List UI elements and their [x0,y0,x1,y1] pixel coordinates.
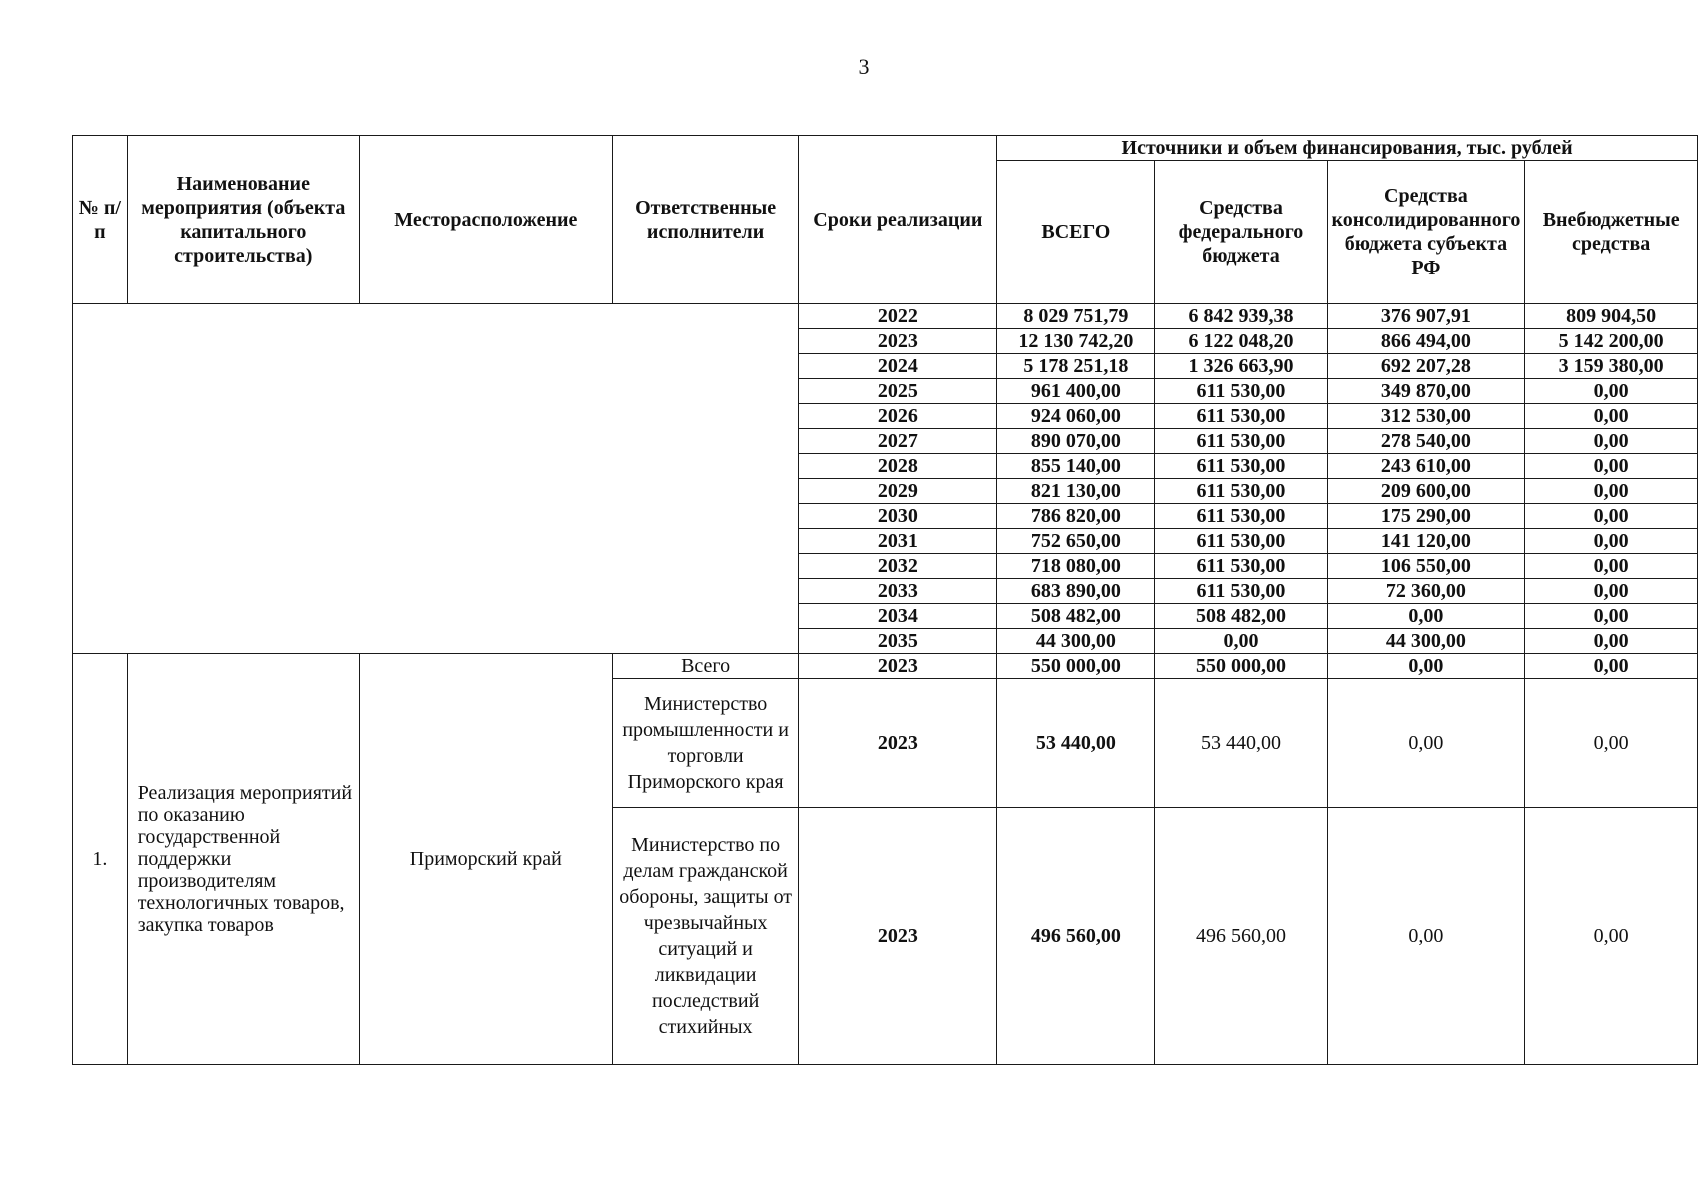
regional-cell: 278 540,00 [1327,429,1525,454]
federal-cell: 611 530,00 [1155,579,1327,604]
header-location: Месторасположение [359,136,612,304]
executor-cell: Министерство по делам гражданской обороны, защиты от чрезвычайных ситуаций и ликвидации последствий стихийных [612,808,799,1065]
total-cell: 44 300,00 [997,629,1155,654]
year-cell: 2023 [799,329,997,354]
year-cell: 2030 [799,504,997,529]
header-terms: Сроки реализации [799,136,997,304]
regional-cell: 376 907,91 [1327,304,1525,329]
federal-cell: 508 482,00 [1155,604,1327,629]
item-name: Реализация мероприятий по оказанию государственной поддержки производителям технологичных товаров, закупка товаров [127,654,359,1065]
year-cell: 2034 [799,604,997,629]
year-cell: 2025 [799,379,997,404]
regional-cell: 209 600,00 [1327,479,1525,504]
regional-cell: 243 610,00 [1327,454,1525,479]
federal-cell: 611 530,00 [1155,379,1327,404]
header-name: Наименование мероприятия (объекта капитального строительства) [127,136,359,304]
executor-cell: Всего [612,654,799,679]
federal-cell: 611 530,00 [1155,479,1327,504]
header-federal: Средства федерального бюджета [1155,161,1327,304]
federal-cell: 611 530,00 [1155,504,1327,529]
regional-cell: 44 300,00 [1327,629,1525,654]
year-cell: 2033 [799,579,997,604]
regional-cell: 692 207,28 [1327,354,1525,379]
extra-cell: 0,00 [1525,679,1698,808]
executor-cell: Министерство промышленности и торговли Приморского края [612,679,799,808]
regional-cell: 0,00 [1327,679,1525,808]
item-section [73,654,1698,1065]
year-cell: 2032 [799,554,997,579]
header-regional: Средства консолидированного бюджета субъекта РФ [1327,161,1525,304]
extra-cell: 0,00 [1525,479,1698,504]
extra-cell: 3 159 380,00 [1525,354,1698,379]
page-number: 3 [858,54,870,79]
regional-cell: 141 120,00 [1327,529,1525,554]
extra-cell: 5 142 200,00 [1525,329,1698,354]
item-location: Приморский край [359,654,612,1065]
total-cell: 924 060,00 [997,404,1155,429]
year-cell: 2028 [799,454,997,479]
regional-cell: 0,00 [1327,604,1525,629]
total-cell: 8 029 751,79 [997,304,1155,329]
federal-cell: 496 560,00 [1155,808,1327,1065]
summary-section [73,304,1698,654]
regional-cell: 312 530,00 [1327,404,1525,429]
regional-cell: 175 290,00 [1327,504,1525,529]
federal-cell: 611 530,00 [1155,429,1327,454]
regional-cell: 0,00 [1327,654,1525,679]
header-num: № п/п [73,136,128,304]
year-cell: 2022 [799,304,997,329]
regional-cell: 106 550,00 [1327,554,1525,579]
total-cell: 718 080,00 [997,554,1155,579]
total-cell: 961 400,00 [997,379,1155,404]
year-cell: 2026 [799,404,997,429]
total-cell: 496 560,00 [997,808,1155,1065]
extra-cell: 0,00 [1525,379,1698,404]
header-funding-group: Источники и объем финансирования, тыс. рублей [997,136,1698,161]
total-cell: 508 482,00 [997,604,1155,629]
federal-cell: 6 122 048,20 [1155,329,1327,354]
header-extrabudget: Внебюджетные средства [1525,161,1698,304]
table-header [73,136,1698,304]
federal-cell: 611 530,00 [1155,529,1327,554]
year-cell: 2029 [799,479,997,504]
extra-cell: 0,00 [1525,529,1698,554]
table-row [73,304,1698,329]
total-cell: 752 650,00 [997,529,1155,554]
federal-cell: 611 530,00 [1155,554,1327,579]
federal-cell: 611 530,00 [1155,404,1327,429]
total-cell: 683 890,00 [997,579,1155,604]
extra-cell: 0,00 [1525,808,1698,1065]
federal-cell: 611 530,00 [1155,454,1327,479]
extra-cell: 0,00 [1525,454,1698,479]
total-cell: 821 130,00 [997,479,1155,504]
total-cell: 53 440,00 [997,679,1155,808]
federal-cell: 1 326 663,90 [1155,354,1327,379]
extra-cell: 0,00 [1525,654,1698,679]
regional-cell: 0,00 [1327,808,1525,1065]
federal-cell: 0,00 [1155,629,1327,654]
extra-cell: 0,00 [1525,429,1698,454]
extra-cell: 0,00 [1525,404,1698,429]
extra-cell: 0,00 [1525,579,1698,604]
regional-cell: 866 494,00 [1327,329,1525,354]
regional-cell: 349 870,00 [1327,379,1525,404]
summary-blank-cell [73,304,799,654]
extra-cell: 809 904,50 [1525,304,1698,329]
year-cell: 2023 [799,654,997,679]
extra-cell: 0,00 [1525,504,1698,529]
total-cell: 890 070,00 [997,429,1155,454]
extra-cell: 0,00 [1525,629,1698,654]
total-cell: 12 130 742,20 [997,329,1155,354]
total-cell: 5 178 251,18 [997,354,1155,379]
total-cell: 855 140,00 [997,454,1155,479]
extra-cell: 0,00 [1525,554,1698,579]
federal-cell: 550 000,00 [1155,654,1327,679]
extra-cell: 0,00 [1525,604,1698,629]
regional-cell: 72 360,00 [1327,579,1525,604]
year-cell: 2027 [799,429,997,454]
year-cell: 2023 [799,808,997,1065]
year-cell: 2031 [799,529,997,554]
header-total: ВСЕГО [997,161,1155,304]
federal-cell: 6 842 939,38 [1155,304,1327,329]
federal-cell: 53 440,00 [1155,679,1327,808]
total-cell: 550 000,00 [997,654,1155,679]
year-cell: 2035 [799,629,997,654]
funding-table [72,135,1698,1065]
header-executors: Ответственные исполнители [612,136,799,304]
total-cell: 786 820,00 [997,504,1155,529]
year-cell: 2024 [799,354,997,379]
year-cell: 2023 [799,679,997,808]
table-row [73,654,1698,679]
item-number: 1. [73,654,128,1065]
